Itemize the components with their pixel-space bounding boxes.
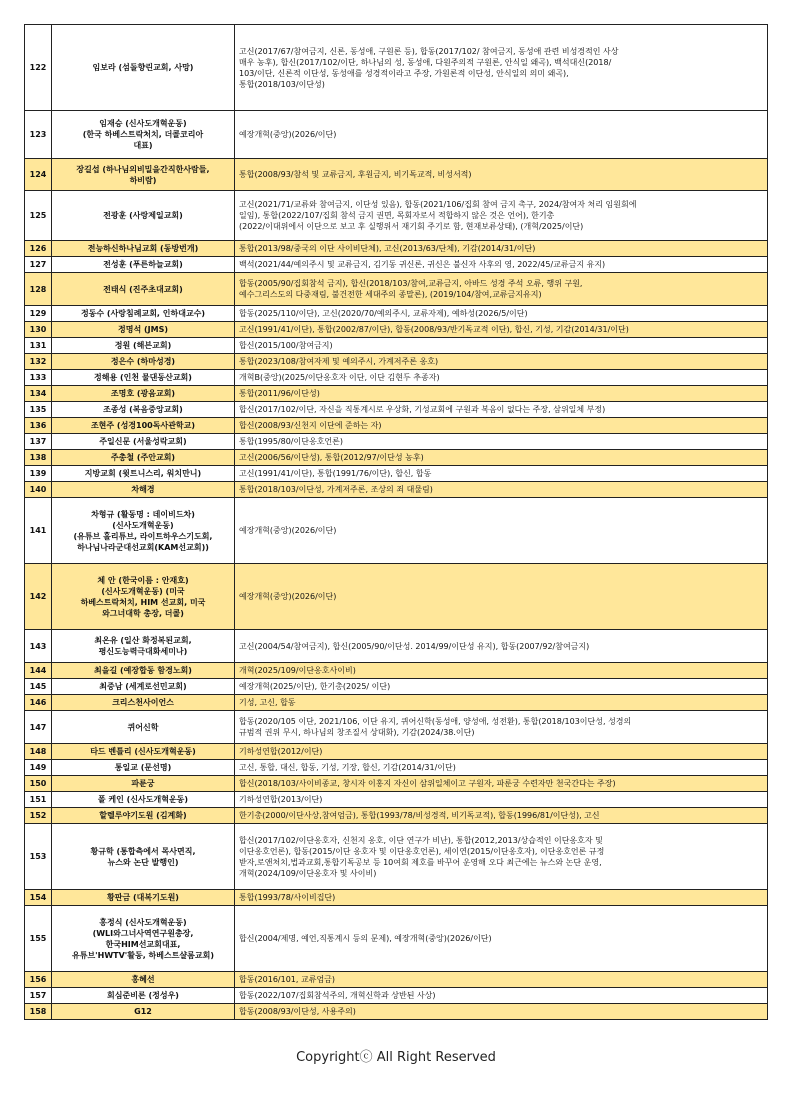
verdict-cell xyxy=(235,630,768,663)
row-number: 150 xyxy=(25,776,52,792)
table-body xyxy=(25,25,768,1020)
row-number: 151 xyxy=(25,792,52,808)
row-number: 145 xyxy=(25,679,52,695)
group-name-cell xyxy=(52,972,235,988)
group-name-cell xyxy=(52,159,235,191)
verdict-cell xyxy=(235,191,768,241)
group-name-line: 홍혜선 xyxy=(131,975,155,984)
verdict-cell xyxy=(235,338,768,354)
verdict-line: 고신, 통합, 대신, 합동, 기성, 기장, 합신, 기감(2014/31/이단) xyxy=(239,763,456,772)
group-name-line: 주일신문 (서울성락교회) xyxy=(99,437,187,446)
table-row xyxy=(25,386,768,402)
row-number: 128 xyxy=(25,273,52,306)
group-name-line: 전능하신하나님교회 (동방번개) xyxy=(87,244,199,253)
cult-list-table xyxy=(24,24,768,1020)
verdict-cell xyxy=(235,434,768,450)
group-name-cell xyxy=(52,466,235,482)
group-name-cell xyxy=(52,679,235,695)
row-number: 154 xyxy=(25,890,52,906)
verdict-cell xyxy=(235,257,768,273)
row-number: 155 xyxy=(25,906,52,972)
group-name-line: (WLI와그너사역연구원총장, xyxy=(92,928,194,938)
group-name-line: G12 xyxy=(134,1007,152,1016)
group-name-line: 체 안 (한국이름 : 안재호) xyxy=(97,575,189,585)
verdict-line: 기성, 고신, 합동 xyxy=(239,698,296,707)
table-row xyxy=(25,906,768,972)
group-name-line: 조명호 (광음교회) xyxy=(110,389,176,398)
table-row xyxy=(25,450,768,466)
verdict-cell xyxy=(235,663,768,679)
verdict-cell xyxy=(235,466,768,482)
verdict-cell xyxy=(235,450,768,466)
group-name-line: 정원 (해븐교회) xyxy=(114,341,172,350)
table-row xyxy=(25,25,768,111)
verdict-cell xyxy=(235,25,768,111)
row-number: 123 xyxy=(25,111,52,159)
copyright-footer: Copyrightⓒ All Right Reserved xyxy=(296,1050,496,1065)
verdict-cell xyxy=(235,370,768,386)
group-name-cell xyxy=(52,482,235,498)
group-name-line: 대표) xyxy=(133,141,153,150)
row-number: 136 xyxy=(25,418,52,434)
group-name-line: 유튜브'HWTV'활동, 하베스트샬롬교회) xyxy=(71,950,214,960)
verdict-line: 고신(2004/54/참여금지), 합신(2005/90/이단성. 2014/99/이단성 유지), 합동(2007/92/참여금지) xyxy=(239,641,590,651)
verdict-line: 고신(2006/56/이단성), 통합(2012/97/이단성 농후) xyxy=(239,453,424,462)
group-name-line: 회심준비론 (정성우) xyxy=(107,991,179,1000)
table-row xyxy=(25,111,768,159)
verdict-line: 통합(1993/78/사이비집단) xyxy=(239,893,336,902)
group-name-cell xyxy=(52,257,235,273)
group-name-line: 전태식 (진주초대교회) xyxy=(103,284,183,294)
verdict-line: 통합(2008/93/참석 및 교류금지, 후원금지, 비기독교적, 비성서적) xyxy=(239,170,472,179)
verdict-cell xyxy=(235,482,768,498)
table-row xyxy=(25,354,768,370)
verdict-cell xyxy=(235,322,768,338)
verdict-line: 합동(2020/105 이단, 2021/106, 이단 유지, 퀴어신학(동성애, 양성애, 성전환), 통합(2018/103이단성, 성경의 xyxy=(239,717,632,726)
row-number: 135 xyxy=(25,402,52,418)
verdict-cell xyxy=(235,890,768,906)
verdict-line: 일임), 통합(2022/107/집회 참석 금지 권면, 목회자로서 적합하지 않은 것은 언어), 한기총 xyxy=(239,211,555,220)
verdict-line: 합신(2004/제명, 예언,직통계시 등의 문제), 예장개혁(중앙)(2026/이단) xyxy=(239,934,492,943)
verdict-line: 통합(2013/98/중국의 이단 사이비단체), 고신(2013/63/단체), 기감(2014/31/이단) xyxy=(239,244,536,253)
row-number: 137 xyxy=(25,434,52,450)
verdict-line: 개혁(2025/109/이단옹호사이비) xyxy=(239,666,356,675)
table-row xyxy=(25,972,768,988)
row-number: 157 xyxy=(25,988,52,1004)
table-row xyxy=(25,1004,768,1020)
row-number: 127 xyxy=(25,257,52,273)
group-name-cell xyxy=(52,191,235,241)
group-name-cell xyxy=(52,792,235,808)
row-number: 138 xyxy=(25,450,52,466)
verdict-cell xyxy=(235,564,768,630)
row-number: 130 xyxy=(25,322,52,338)
row-number: 142 xyxy=(25,564,52,630)
row-number: 158 xyxy=(25,1004,52,1020)
verdict-line: 예장개혁(2025/이단), 한기총(2025/ 이단) xyxy=(239,682,391,691)
row-number: 131 xyxy=(25,338,52,354)
verdict-line: 개혁(2024/109/이단옹호자 및 사이비) xyxy=(239,868,377,878)
verdict-line: 한기총(2000/이단사상,참여엄금), 통합(1993/78/비성경적, 비기독교적), 합동(1996/81/이단성), 고신 xyxy=(239,811,600,820)
group-name-line: 임보라 (섬돌향린교회, 사망) xyxy=(92,63,194,72)
row-number: 152 xyxy=(25,808,52,824)
group-name-line: 하비람) xyxy=(129,175,157,185)
verdict-line: 규범적 권위 무시, 하나님의 창조질서 상대화), 기감(2024/38.이단) xyxy=(239,728,475,737)
group-name-line: 황규학 (통합측에서 목사면직, xyxy=(90,846,196,856)
group-name-cell xyxy=(52,824,235,890)
verdict-line: 합동(2005/90/집회참석 금지), 합신(2018/103/참여,교류금지, 아바드 성경 주석 오류, 행위 구원, xyxy=(239,279,583,288)
group-name-cell xyxy=(52,241,235,257)
verdict-line: 통합(2018/103/이단성, 가계저주론, 조상의 죄 대물림) xyxy=(239,485,433,494)
row-number: 147 xyxy=(25,711,52,744)
verdict-line: 고신(2021/71/교류와 참여금지, 이단성 있음), 합동(2021/106/집회 참여 금지 촉구, 2024/참여자 처리 임원회에 xyxy=(239,200,637,209)
group-name-line: 정은수 (하마성경) xyxy=(110,357,176,366)
row-number: 146 xyxy=(25,695,52,711)
verdict-line: 합동(2008/93/이단성, 사용주의) xyxy=(239,1007,356,1016)
verdict-line: 예장개혁(중앙)(2026/이단) xyxy=(239,592,337,601)
row-number: 134 xyxy=(25,386,52,402)
verdict-line: 합신(2017/102/이단, 자신을 직통계시로 우상화, 기성교회에 구원과 복음이 없다는 주장, 삼위일체 부정) xyxy=(239,405,606,414)
row-number: 125 xyxy=(25,191,52,241)
verdict-line: 예수그리스도의 다중재림, 불건전한 세대주의 종말론), (2019/104/참여,교류금지유지) xyxy=(239,290,542,299)
group-name-line: 정명석 (JMS) xyxy=(118,325,168,334)
group-name-line: 폴 케인 (신사도개혁운동) xyxy=(97,795,189,804)
row-number: 153 xyxy=(25,824,52,890)
table-row xyxy=(25,776,768,792)
group-name-line: 하베스트락처치, HIM 선교회, 미국 xyxy=(80,597,206,607)
table-row xyxy=(25,370,768,386)
group-name-line: 통일교 (문선명) xyxy=(114,763,172,772)
group-name-cell xyxy=(52,450,235,466)
verdict-cell xyxy=(235,354,768,370)
group-name-line: 지방교회 (윗트니스리, 워치만니) xyxy=(84,469,202,478)
verdict-cell xyxy=(235,386,768,402)
table-row xyxy=(25,663,768,679)
verdict-line: 합신(2017/102/이단옹호자, 신천지 옹호, 이단 연구가 비난), 통합(2012,2013/상습적인 이단옹호자 및 xyxy=(239,835,603,845)
verdict-line: 매우 농후), 합신(2017/102/이단, 하나님의 성, 동성애, 다원주의적 구원론, 안식일 왜곡), 백석대신(2018/ xyxy=(239,57,612,67)
table-row xyxy=(25,159,768,191)
verdict-cell xyxy=(235,159,768,191)
verdict-line: 합신(2018/103/사이비종교, 창시자 이홍지 자신이 삼위일체이고 구원자, 파룬궁 수련자만 천국간다는 주장) xyxy=(239,779,616,788)
group-name-line: 타드 벤틀리 (신사도개혁운동) xyxy=(90,747,196,756)
group-name-line: 주총철 (주안교회) xyxy=(110,453,176,462)
group-name-cell xyxy=(52,418,235,434)
verdict-line: 합동(2016/101, 교류엄금) xyxy=(239,975,336,984)
group-name-cell xyxy=(52,890,235,906)
group-name-cell xyxy=(52,564,235,630)
verdict-cell xyxy=(235,906,768,972)
verdict-cell xyxy=(235,695,768,711)
group-name-cell xyxy=(52,1004,235,1020)
verdict-line: 개혁B(중앙)(2025/이단옹호자 이단, 이단 김현두 추종자) xyxy=(239,373,440,382)
verdict-line: 통합(1995/80/이단옹호언론) xyxy=(239,437,343,446)
group-name-line: 황판금 (대복기도원) xyxy=(107,893,179,902)
row-number: 156 xyxy=(25,972,52,988)
group-name-cell xyxy=(52,630,235,663)
table-row xyxy=(25,792,768,808)
table-row xyxy=(25,306,768,322)
group-name-line: (한국 하베스트락처치, 더콜코리아 xyxy=(82,130,204,139)
group-name-line: (유튜브 홀리튜브, 라이트하우스기도회, xyxy=(73,531,213,541)
verdict-line: 백석(2021/44/예의주시 및 교류금지, 김기동 귀신론, 귀신은 불신자 사후의 영, 2022/45/교류금지 유지) xyxy=(239,260,606,269)
group-name-cell xyxy=(52,711,235,744)
verdict-cell xyxy=(235,679,768,695)
verdict-line: 예장개혁(중앙)(2026/이단) xyxy=(239,526,337,535)
verdict-line: 103/이단, 신론적 이단성, 동성애를 성경적이라고 주장, 가원론적 이단성, 안식일의 의미 왜곡), xyxy=(239,68,569,78)
group-name-cell xyxy=(52,498,235,564)
group-name-cell xyxy=(52,354,235,370)
verdict-cell xyxy=(235,711,768,744)
group-name-cell xyxy=(52,695,235,711)
group-name-line: 전광훈 (사랑제일교회) xyxy=(103,211,183,220)
table-row xyxy=(25,695,768,711)
table-row xyxy=(25,338,768,354)
table-row xyxy=(25,402,768,418)
row-number: 126 xyxy=(25,241,52,257)
verdict-line: 기하성연합(2012/이단) xyxy=(239,747,323,756)
group-name-line: 파룬궁 xyxy=(131,779,155,788)
table-row xyxy=(25,824,768,890)
row-number: 129 xyxy=(25,306,52,322)
verdict-cell xyxy=(235,306,768,322)
verdict-cell xyxy=(235,808,768,824)
verdict-cell xyxy=(235,402,768,418)
group-name-line: 차형규 (활동명 : 데이비드차) xyxy=(91,509,195,519)
group-name-line: 퀴어신학 xyxy=(127,722,159,732)
verdict-cell xyxy=(235,241,768,257)
table-row xyxy=(25,257,768,273)
row-number: 148 xyxy=(25,744,52,760)
verdict-cell xyxy=(235,988,768,1004)
row-number: 140 xyxy=(25,482,52,498)
group-name-cell xyxy=(52,402,235,418)
table-row xyxy=(25,273,768,306)
row-number: 149 xyxy=(25,760,52,776)
row-number: 143 xyxy=(25,630,52,663)
group-name-cell xyxy=(52,338,235,354)
table-row xyxy=(25,466,768,482)
table-row xyxy=(25,630,768,663)
row-number: 141 xyxy=(25,498,52,564)
verdict-cell xyxy=(235,824,768,890)
group-name-cell xyxy=(52,744,235,760)
group-name-cell xyxy=(52,386,235,402)
row-number: 122 xyxy=(25,25,52,111)
verdict-line: 통합(2011/96/이단성) xyxy=(239,389,320,398)
verdict-line: 이단옹호언론), 합동(2015/이단 옹호자 및 이단옹호언론), 세이연(2015/이단옹호자), 이단옹호언론 규정 xyxy=(239,846,605,856)
table-row xyxy=(25,322,768,338)
group-name-line: (신사도개혁운동) (미국 xyxy=(101,586,185,596)
group-name-line: 평신도능력극대화세미나) xyxy=(98,647,188,656)
verdict-line: (2022/이대위에서 이단으로 보고 후 실행위서 재기회 주기로 함, 현재보류상태), (개혁/2025/이단) xyxy=(239,222,584,231)
group-name-line: 와그너대학 총장, 더콜) xyxy=(102,608,184,618)
group-name-cell xyxy=(52,663,235,679)
row-number: 124 xyxy=(25,159,52,191)
table-row xyxy=(25,760,768,776)
verdict-cell xyxy=(235,498,768,564)
verdict-cell xyxy=(235,792,768,808)
group-name-line: 정해용 (인천 물댄동산교회) xyxy=(94,373,192,382)
verdict-line: 고신(2017/67/참여금지, 신론, 동성애, 구원론 등), 합동(2017/102/ 참여금지, 동성애 관련 비성경적인 사상 xyxy=(239,46,619,56)
verdict-line: 합신(2008/93/신천지 이단에 준하는 자) xyxy=(239,421,382,430)
table-row xyxy=(25,241,768,257)
table-row xyxy=(25,711,768,744)
group-name-line: 조현주 (성경100독사관학교) xyxy=(90,421,196,430)
group-name-line: 최을길 (예장합동 함경노회) xyxy=(94,666,192,675)
verdict-cell xyxy=(235,776,768,792)
table-row xyxy=(25,564,768,630)
group-name-line: 차해경 xyxy=(131,485,155,494)
group-name-cell xyxy=(52,434,235,450)
verdict-line: 받자,로앤처치,법과교회,통합기독공보 등 10여회 제호를 바꾸어 운영해 오다 최근에는 뉴스와 논단 운영, xyxy=(239,857,602,867)
group-name-cell xyxy=(52,322,235,338)
group-name-cell xyxy=(52,808,235,824)
table-row xyxy=(25,418,768,434)
table-row xyxy=(25,482,768,498)
group-name-cell xyxy=(52,273,235,306)
verdict-line: 통합(2018/103/이단성) xyxy=(239,79,325,89)
table-row xyxy=(25,744,768,760)
verdict-line: 고신(1991/41/이단), 통합(2002/87/이단), 합동(2008/93/반기독교적 이단), 합신, 기성, 기감(2014/31/이단) xyxy=(239,325,629,334)
group-name-cell xyxy=(52,776,235,792)
table-row xyxy=(25,808,768,824)
group-name-line: (신사도개혁운동) xyxy=(112,520,174,530)
group-name-cell xyxy=(52,370,235,386)
table-row xyxy=(25,434,768,450)
group-name-line: 한국HIM선교회대표, xyxy=(105,939,181,949)
table-row xyxy=(25,988,768,1004)
verdict-line: 기하성연합(2013/이단) xyxy=(239,795,323,804)
group-name-line: 정동수 (사랑침례교회, 인하대교수) xyxy=(80,309,206,318)
table-row xyxy=(25,191,768,241)
verdict-line: 합신(2015/100/참여금지) xyxy=(239,341,333,350)
verdict-cell xyxy=(235,744,768,760)
group-name-cell xyxy=(52,111,235,159)
row-number: 132 xyxy=(25,354,52,370)
group-name-line: 장길섭 (하나님의비밀을간직한사람들, xyxy=(76,164,210,174)
group-name-line: 크리스천사이언스 xyxy=(112,698,174,707)
verdict-cell xyxy=(235,418,768,434)
group-name-line: 전성훈 (푸른하늘교회) xyxy=(103,260,183,269)
group-name-line: 할렐루야기도원 (김계화) xyxy=(99,811,187,820)
group-name-line: 뉴스와 논단 발행인) xyxy=(107,857,179,867)
row-number: 139 xyxy=(25,466,52,482)
group-name-line: 최중남 (세계로선민교회) xyxy=(99,682,187,691)
group-name-line: 임재승 (신사도개혁운동) xyxy=(99,119,187,128)
group-name-cell xyxy=(52,988,235,1004)
verdict-line: 통합(2023/108/참여자제 및 예의주시, 가계저주론 옹호) xyxy=(239,357,439,366)
verdict-line: 합동(2022/107/집회참석주의, 개혁신학과 상반된 사상) xyxy=(239,991,436,1000)
group-name-line: 홍정식 (신사도개혁운동) xyxy=(99,917,187,927)
table-row xyxy=(25,679,768,695)
verdict-line: 합동(2025/110/이단), 고신(2020/70/예의주시, 교류자제), 예하성(2026/5/이단) xyxy=(239,309,528,318)
row-number: 144 xyxy=(25,663,52,679)
table-row xyxy=(25,498,768,564)
group-name-line: 조종성 (복음중앙교회) xyxy=(103,405,183,414)
verdict-cell xyxy=(235,273,768,306)
table-row xyxy=(25,890,768,906)
group-name-cell xyxy=(52,906,235,972)
group-name-line: 최온유 (일산 화정복된교회, xyxy=(94,636,192,645)
verdict-cell xyxy=(235,972,768,988)
group-name-cell xyxy=(52,760,235,776)
verdict-cell xyxy=(235,760,768,776)
group-name-line: 하나님나라군대선교회(KAM선교회)) xyxy=(77,542,209,552)
verdict-cell xyxy=(235,1004,768,1020)
verdict-line: 고신(1991/41/이단), 통합(1991/76/이단), 합신, 합동 xyxy=(239,469,432,478)
group-name-cell xyxy=(52,25,235,111)
row-number: 133 xyxy=(25,370,52,386)
group-name-cell xyxy=(52,306,235,322)
verdict-cell xyxy=(235,111,768,159)
verdict-line: 예장개혁(중앙)(2026/이단) xyxy=(239,130,337,139)
